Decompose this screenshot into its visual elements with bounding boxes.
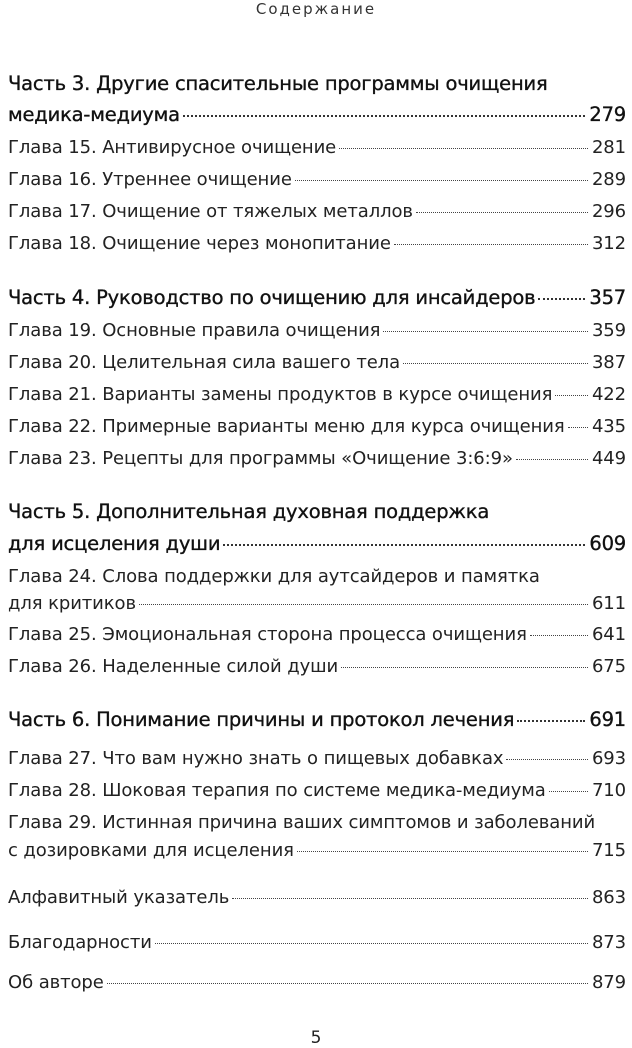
toc-entry-about-author[interactable] — [8, 972, 626, 993]
dot-leader — [506, 759, 588, 760]
chapter-title: Глава 26. Наделенные силой души — [8, 656, 339, 677]
page-number: 281 — [591, 137, 626, 158]
toc-entry-chapter-22[interactable] — [8, 416, 626, 437]
page-number: 422 — [591, 384, 626, 405]
chapter-title: Глава 22. Примерные варианты меню для курса очищения — [8, 416, 565, 437]
page-number: 879 — [591, 972, 626, 993]
chapter-title-line2: для критиков — [8, 593, 136, 614]
chapter-title: Глава 18. Очищение через монопитание — [8, 233, 391, 254]
dot-leader — [517, 720, 585, 722]
entry-title: Алфавитный указатель — [8, 887, 230, 908]
folio-page-number: 5 — [310, 1028, 322, 1048]
page-number: 387 — [591, 352, 626, 373]
chapter-title: Глава 27. Что вам нужно знать о пищевых добавках — [8, 748, 504, 769]
toc-entry-chapter-18[interactable] — [8, 233, 626, 254]
chapter-title-line2: с дозировками для исцеления — [8, 840, 294, 861]
toc-entry-chapter-20[interactable] — [8, 352, 626, 373]
toc-entry-chapter-26[interactable] — [8, 656, 626, 677]
entry-title: Об авторе — [8, 972, 104, 993]
page-number: 611 — [591, 593, 626, 614]
dot-leader — [107, 983, 588, 984]
dot-leader — [383, 331, 588, 332]
page-number: 435 — [591, 416, 626, 437]
toc-entry-chapter-16[interactable] — [8, 169, 626, 190]
toc-entry-part4[interactable] — [8, 286, 626, 309]
page-number: 312 — [591, 233, 626, 254]
chapter-title: Глава 15. Антивирусное очищение — [8, 137, 337, 158]
toc-entry-part5[interactable] — [8, 532, 626, 555]
chapter-title: Глава 17. Очищение от тяжелых металлов — [8, 201, 413, 222]
page-number: 873 — [591, 932, 626, 953]
toc-entry-chapter-17[interactable] — [8, 201, 626, 222]
page-number: 641 — [591, 624, 626, 645]
dot-leader — [339, 148, 588, 149]
chapter-title: Глава 23. Рецепты для программы «Очищение 3:6:9» — [8, 448, 513, 469]
toc-entry-chapter-21[interactable] — [8, 384, 626, 405]
toc-entry-chapter-28[interactable] — [8, 780, 626, 801]
page-number: 279 — [589, 103, 626, 126]
part4-title: Часть 4. Руководство по очищению для инсайдеров — [8, 286, 536, 309]
dot-leader — [516, 459, 588, 460]
page-number: 359 — [591, 320, 626, 341]
dot-leader — [403, 363, 588, 364]
page-number: 296 — [591, 201, 626, 222]
page-number: 693 — [591, 748, 626, 769]
chapter-title: Глава 16. Утреннее очищение — [8, 169, 292, 190]
page-number: 609 — [589, 532, 626, 555]
chapter-title: Глава 19. Основные правила очищения — [8, 320, 381, 341]
chapter-title: Глава 25. Эмоциональная сторона процесса очищения — [8, 624, 527, 645]
page-number: 710 — [591, 780, 626, 801]
toc-entry-chapter-24[interactable] — [8, 593, 626, 614]
toc-entry-part6[interactable] — [8, 708, 626, 731]
toc-entry-part3[interactable] — [8, 103, 626, 126]
dot-leader — [139, 604, 588, 605]
page-number: 357 — [589, 286, 626, 309]
dot-leader — [394, 244, 588, 245]
toc-entry-chapter-19[interactable] — [8, 320, 626, 341]
dot-leader — [223, 544, 585, 546]
part5-title-line1: Часть 5. Дополнительная духовная поддержка — [8, 500, 490, 523]
page-number: 691 — [589, 708, 626, 731]
toc-entry-chapter-23[interactable] — [8, 448, 626, 469]
page-number: 675 — [591, 656, 626, 677]
dot-leader — [183, 115, 585, 117]
toc-entry-chapter-25[interactable] — [8, 624, 626, 645]
page-number: 289 — [591, 169, 626, 190]
dot-leader — [155, 943, 588, 944]
part6-title: Часть 6. Понимание причины и протокол лечения — [8, 708, 515, 731]
page-number: 715 — [591, 840, 626, 861]
dot-leader — [232, 898, 588, 899]
dot-leader — [555, 395, 588, 396]
entry-title: Благодарности — [8, 932, 152, 953]
dot-leader — [538, 298, 585, 300]
dot-leader — [549, 791, 588, 792]
dot-leader — [530, 635, 588, 636]
dot-leader — [416, 212, 588, 213]
chapter-title: Глава 20. Целительная сила вашего тела — [8, 352, 401, 373]
running-header: Содержание — [255, 0, 377, 18]
part3-title-line1: Часть 3. Другие спасительные программы очищения — [8, 72, 548, 95]
dot-leader — [297, 851, 588, 852]
chapter-title: Глава 21. Варианты замены продуктов в курсе очищения — [8, 384, 553, 405]
chapter-29-title-line1: Глава 29. Истинная причина ваших симптомов и заболеваний — [8, 812, 596, 833]
page-number: 863 — [591, 887, 626, 908]
dot-leader — [568, 427, 588, 428]
dot-leader — [295, 180, 588, 181]
chapter-24-title-line1: Глава 24. Слова поддержки для аутсайдеров и памятка — [8, 566, 540, 587]
toc-entry-chapter-29[interactable] — [8, 840, 626, 861]
dot-leader — [341, 667, 588, 668]
toc-entry-chapter-27[interactable] — [8, 748, 626, 769]
chapter-title: Глава 28. Шоковая терапия по системе медика-медиума — [8, 780, 546, 801]
toc-entry-index[interactable] — [8, 887, 626, 908]
toc-entry-chapter-15[interactable] — [8, 137, 626, 158]
part5-title-line2: для исцеления души — [8, 532, 221, 555]
page-number: 449 — [591, 448, 626, 469]
toc-entry-acknowledgements[interactable] — [8, 932, 626, 953]
part3-title-line2: медика-медиума — [8, 103, 180, 126]
